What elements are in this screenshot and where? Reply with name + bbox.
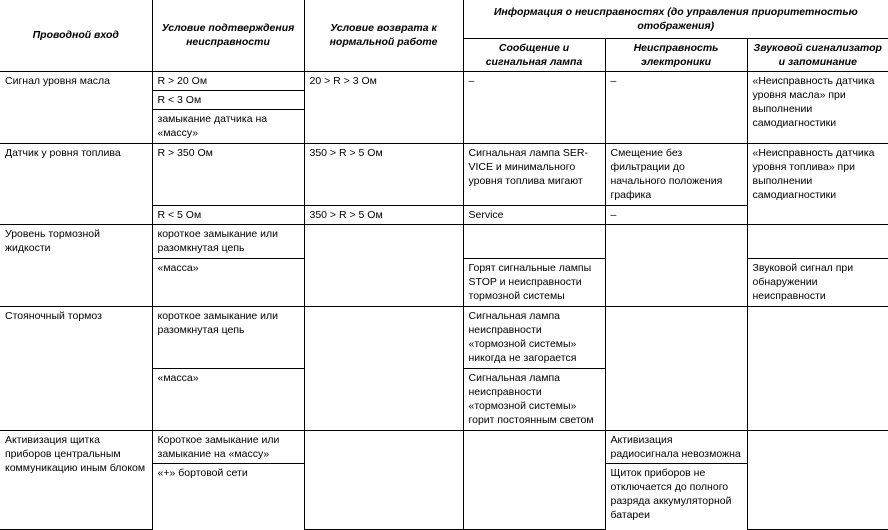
fuel-input: Датчик у ровня топлива — [0, 143, 152, 224]
oil-condition-1: R > 20 Ом — [152, 71, 304, 90]
oil-condition-3: замыкание датчика на «массу» — [152, 109, 304, 143]
header-sound-memory: Звуковой сигнализатор и запоминание — [747, 38, 888, 71]
fuel-condition-2: R < 5 Ом — [152, 205, 304, 224]
brake-fluid-message-2: Горят сигнальные лампы STOP и неисправности тормозной системы — [463, 258, 605, 306]
fuel-electronics-2: – — [605, 205, 747, 224]
activation-electronics-2: Щиток приборов не отключается до полного разряда аккумуляторной батареи — [605, 463, 747, 529]
oil-return: 20 > R > 3 Ом — [304, 71, 463, 143]
activation-condition-2: «+» бортовой сети — [152, 463, 304, 529]
fuel-message-2: Service — [463, 205, 605, 224]
fuel-electronics-1: Смещение без фильтрации до начального положения графика — [605, 143, 747, 205]
brake-fluid-input: Уровень тормозной жидкости — [0, 224, 152, 306]
brake-fluid-sound-2: Звуковой сигнал при обнаружении неисправности — [747, 258, 888, 306]
fuel-message-1: Сигнальная лампа SER-VICE и минимального уровня топлива мигают — [463, 143, 605, 205]
oil-sound: «Неисправность датчика уровня масла» при выполнении самодиагностики — [747, 71, 888, 143]
oil-input: Сигнал уровня масла — [0, 71, 152, 143]
brake-fluid-return — [304, 224, 463, 306]
parking-brake-sound — [747, 306, 888, 430]
activation-condition-1: Короткое замыкание или замыкание на «массу» — [152, 430, 304, 463]
activation-sound — [747, 430, 888, 529]
header-electronics-fault: Неисправность электроники — [605, 38, 747, 71]
oil-electronics: – — [605, 71, 747, 143]
parking-brake-message-2: Сигнальная лампа неисправности «тормозной системы» горит постоянным светом — [463, 368, 605, 430]
brake-fluid-condition-1: короткое замыкание или разомкнутая цепь — [152, 224, 304, 258]
fuel-sound: «Неисправность датчика уровня топлива» при выполнении самодиагностики — [747, 143, 888, 224]
parking-brake-message-1: Сигнальная лампа неисправности «тормозной системы» никогда не загорается — [463, 306, 605, 368]
header-return-condition: Условие возврата к нормальной работе — [304, 0, 463, 71]
oil-message: – — [463, 71, 605, 143]
parking-brake-condition-1: короткое замыкание или разомкнутая цепь — [152, 306, 304, 368]
fuel-condition-1: R > 350 Ом — [152, 143, 304, 205]
brake-fluid-message-1 — [463, 224, 605, 258]
fuel-return-1: 350 > R > 5 Ом — [304, 143, 463, 205]
brake-fluid-sound-1 — [747, 224, 888, 258]
activation-message — [463, 430, 605, 529]
brake-fluid-condition-2: «масса» — [152, 258, 304, 306]
parking-brake-condition-2: «масса» — [152, 368, 304, 430]
parking-brake-electronics — [605, 306, 747, 430]
activation-electronics-1: Активизация радиосигнала невозможна — [605, 430, 747, 463]
fuel-return-2: 350 > R > 5 Ом — [304, 205, 463, 224]
activation-return — [304, 430, 463, 529]
oil-condition-2: R < 3 Ом — [152, 90, 304, 109]
header-message-lamp: Сообщение и сигнальная лампа — [463, 38, 605, 71]
brake-fluid-electronics — [605, 224, 747, 306]
header-fault-info-group: Информация о неисправностях (до управления приоритетностью отображения) — [463, 0, 888, 38]
parking-brake-return — [304, 306, 463, 430]
parking-brake-input: Стояночный тормоз — [0, 306, 152, 430]
header-wired-input: Проводной вход — [0, 0, 152, 71]
activation-input: Активизация щитка приборов центральным коммуникацию иным блоком — [0, 430, 152, 529]
header-fault-condition: Условие подтверждения неисправности — [152, 0, 304, 71]
